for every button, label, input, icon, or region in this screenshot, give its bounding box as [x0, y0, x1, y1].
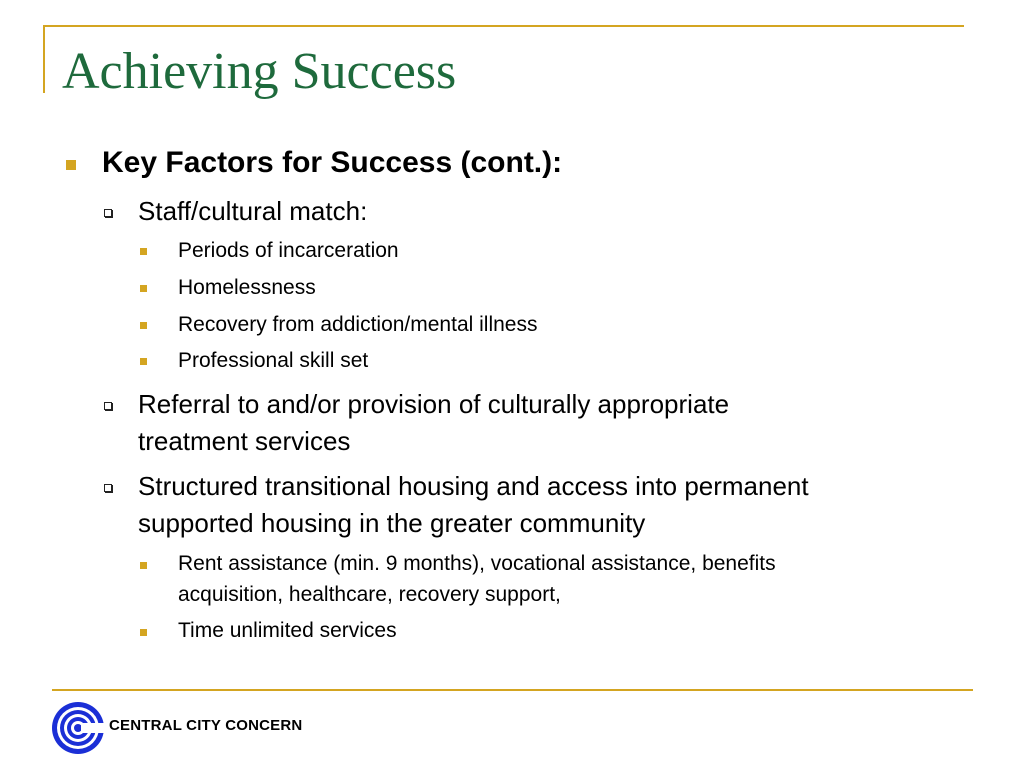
subitem-recovery: Recovery from addiction/mental illness [178, 313, 538, 336]
subitem-homelessness: Homelessness [178, 276, 316, 299]
slide-title: Achieving Success [62, 43, 457, 100]
small-square-bullet-icon [140, 322, 147, 329]
small-square-bullet-icon [140, 629, 147, 636]
item-housing-line2: supported housing in the greater community [138, 508, 646, 538]
footer-rule [52, 689, 973, 691]
item-staff-cultural-match: Staff/cultural match: [138, 196, 368, 226]
item-housing-line1: Structured transitional housing and access into permanent [138, 471, 809, 501]
concentric-c-logo-icon [51, 701, 105, 755]
subitem-professional-skill: Professional skill set [178, 349, 369, 372]
hollow-square-bullet-icon [104, 402, 112, 410]
frame-left-rule [43, 25, 45, 93]
hollow-square-bullet-icon [104, 209, 112, 217]
frame-top-rule [43, 25, 964, 27]
item-referral-line1: Referral to and/or provision of culturally appropriate [138, 389, 730, 419]
small-square-bullet-icon [140, 562, 147, 569]
subitem-rent-assistance-line1: Rent assistance (min. 9 months), vocational assistance, benefits [178, 552, 776, 575]
hollow-square-bullet-icon [104, 484, 112, 492]
subitem-time-unlimited: Time unlimited services [178, 619, 397, 642]
small-square-bullet-icon [140, 358, 147, 365]
item-referral-line2: treatment services [138, 426, 351, 456]
small-square-bullet-icon [140, 285, 147, 292]
square-bullet-icon [66, 160, 76, 170]
heading-text: Key Factors for Success (cont.): [102, 146, 563, 179]
small-square-bullet-icon [140, 248, 147, 255]
subitem-incarceration: Periods of incarceration [178, 239, 399, 262]
org-name: CENTRAL CITY CONCERN [109, 717, 303, 734]
subitem-rent-assistance-line2: acquisition, healthcare, recovery support, [178, 583, 561, 606]
